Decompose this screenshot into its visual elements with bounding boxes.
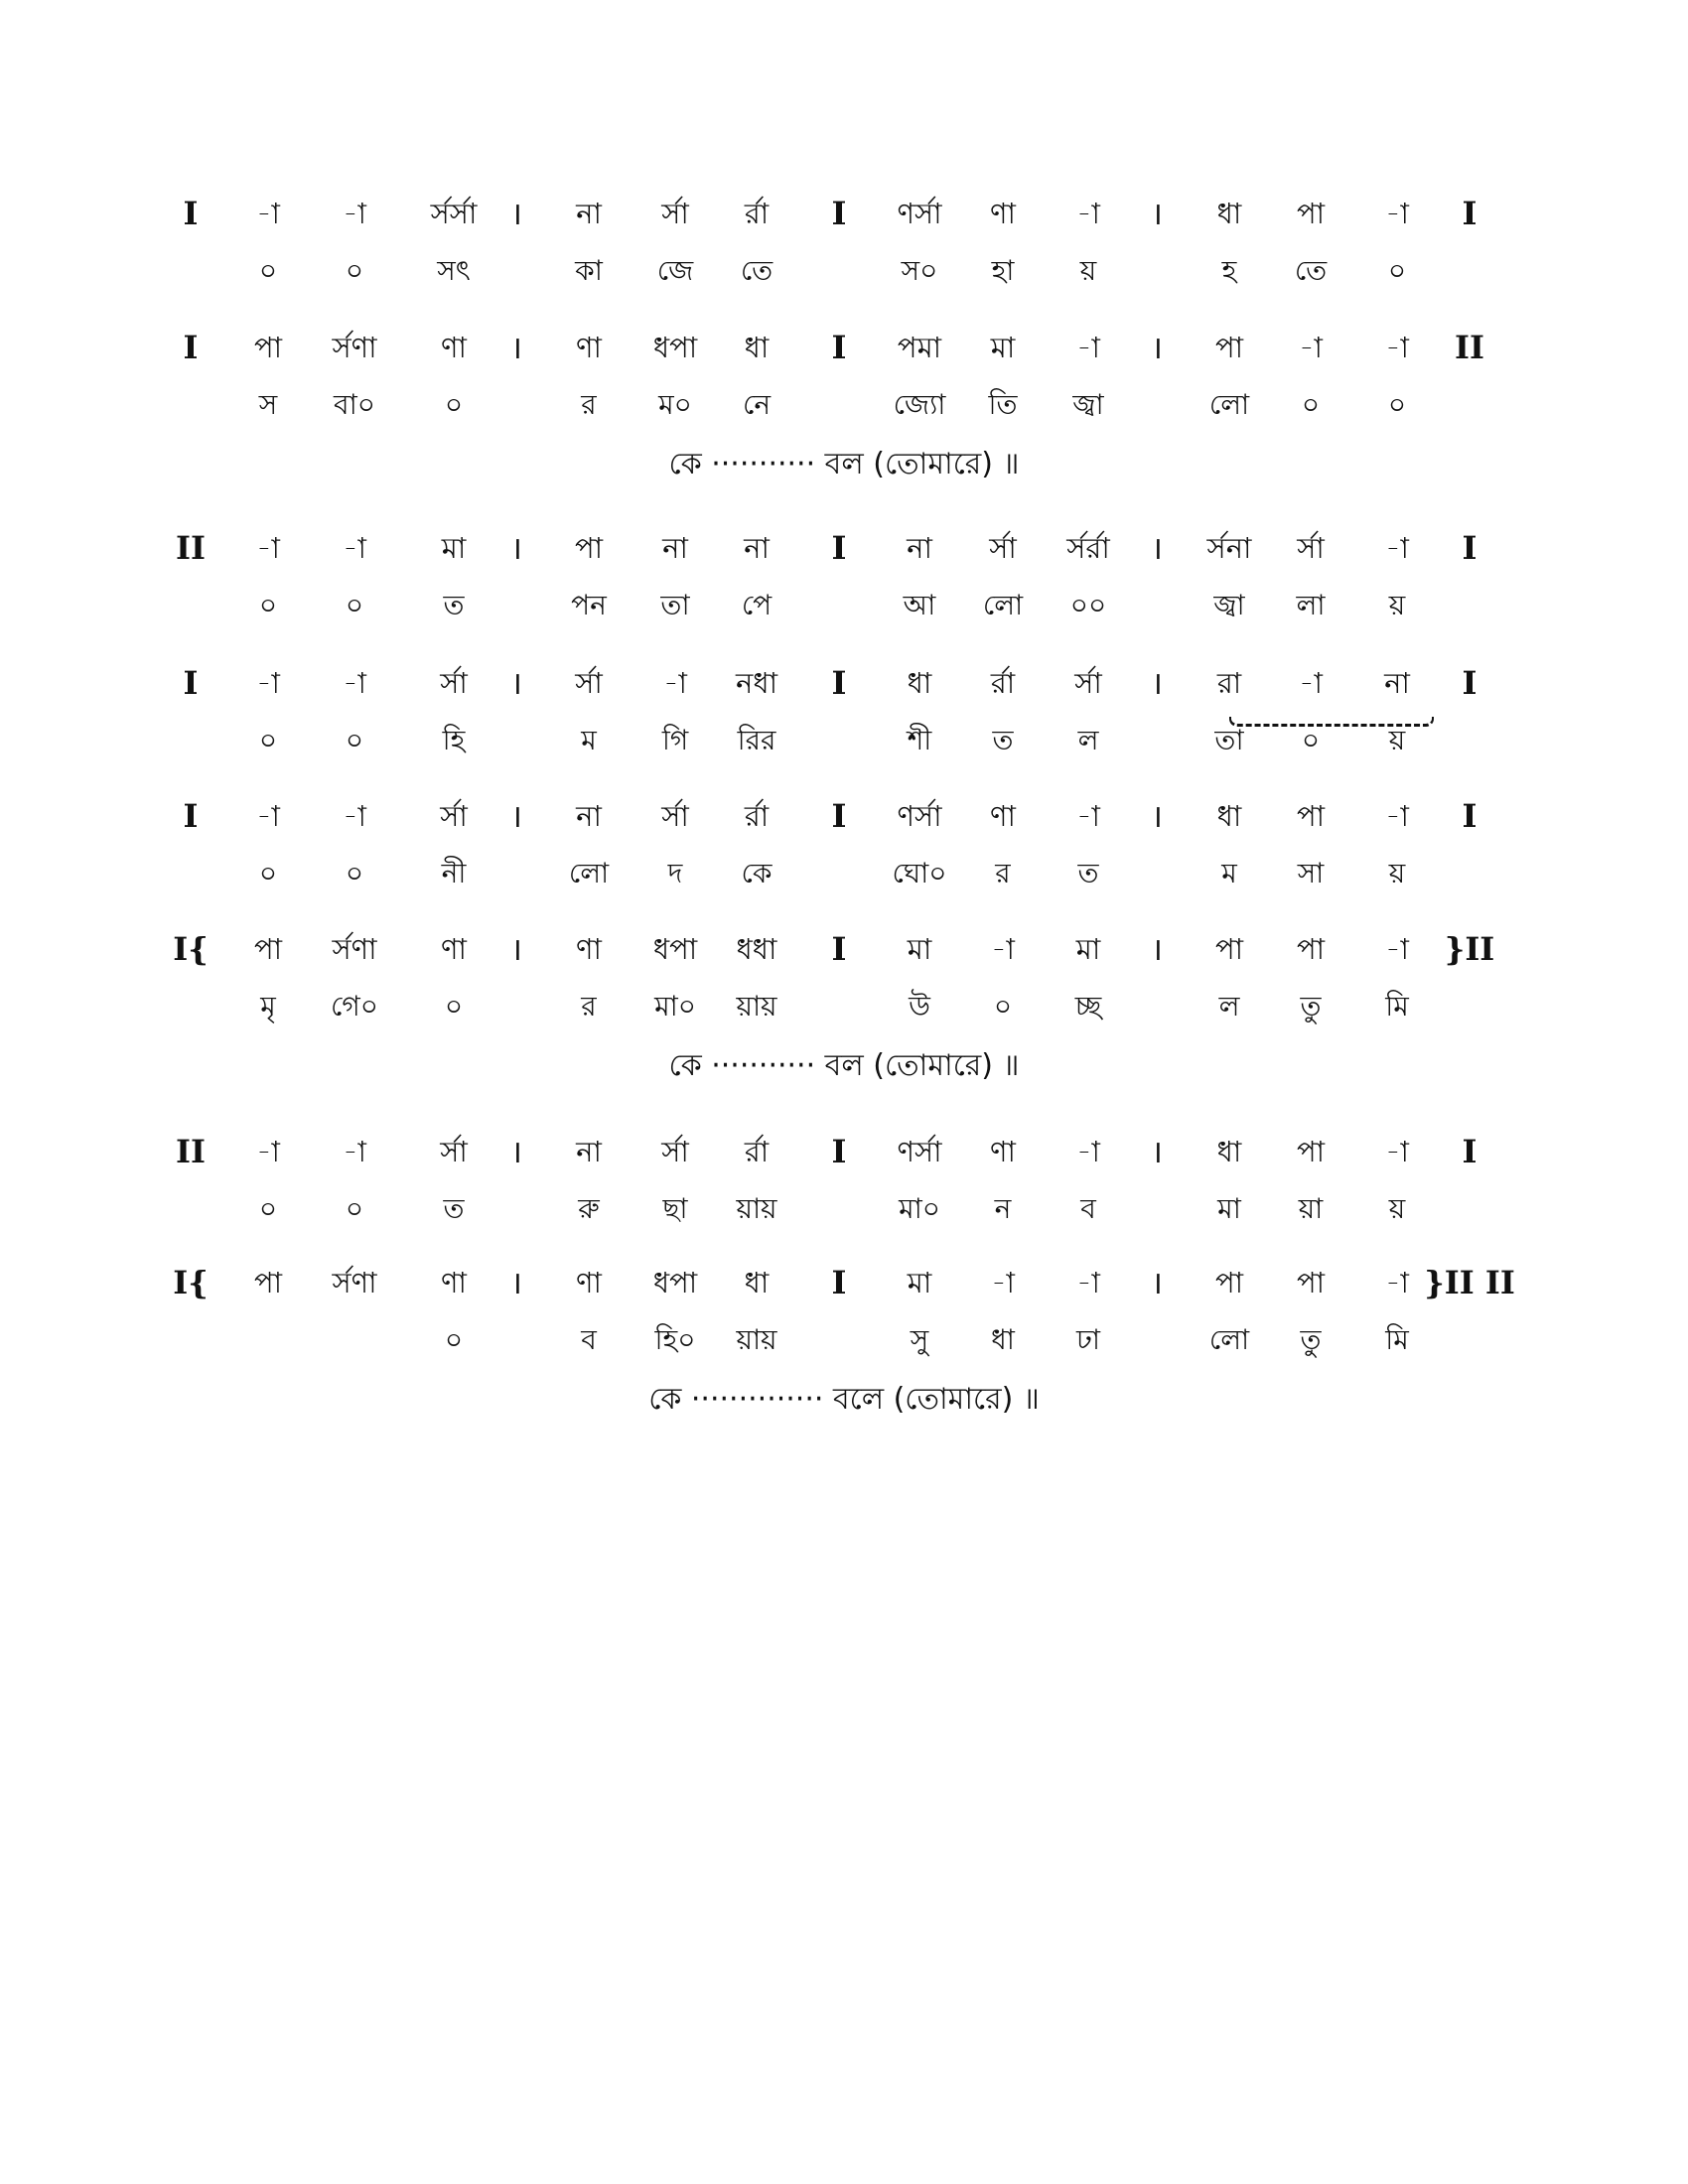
lyric-syllable: কা: [575, 254, 603, 287]
lyric-line: [0, 854, 1688, 893]
barline-mark: I: [1462, 195, 1477, 232]
note-cell: পমা: [897, 331, 942, 364]
lyric-syllable: তু: [1300, 1323, 1322, 1356]
barline-mark: I{: [173, 1264, 209, 1301]
note-cell: ধা: [1216, 799, 1242, 833]
note-cell: -া: [1385, 1266, 1409, 1299]
lyric-line: [0, 385, 1688, 425]
lyric-syllable: রু: [578, 1192, 600, 1225]
lyric-syllable: জ্বা: [1213, 589, 1245, 621]
lyric-syllable: ০: [444, 990, 464, 1023]
lyric-syllable: ০: [258, 254, 278, 287]
barline-mark: }II: [1444, 930, 1495, 968]
beat-divider: ।: [509, 195, 523, 232]
note-cell: -া: [256, 799, 280, 833]
note-cell: মা: [907, 932, 932, 966]
lyric-syllable: ঘো০: [892, 857, 947, 889]
note-cell: র্সা: [440, 666, 468, 700]
lyric-syllable: ব: [1080, 1192, 1096, 1225]
note-cell: পা: [253, 932, 283, 966]
lyric-syllable: ০: [444, 1323, 464, 1356]
lyric-syllable: য়: [1079, 254, 1097, 287]
lyric-syllable: ম: [581, 724, 597, 756]
beat-divider: ।: [1150, 664, 1164, 702]
beat-divider: ।: [1150, 529, 1164, 567]
lyric-syllable: সু: [910, 1323, 929, 1356]
barline-mark: I: [183, 195, 199, 232]
barline-mark: I{: [173, 930, 209, 968]
lyric-syllable: হি০: [654, 1323, 696, 1356]
lyric-syllable: র: [581, 990, 597, 1023]
lyric-syllable: স: [258, 388, 278, 421]
note-cell: ণা: [576, 331, 602, 364]
barline-mark: I: [831, 1133, 847, 1170]
note-cell: ধা: [744, 1266, 770, 1299]
lyric-syllable: কে: [741, 857, 773, 889]
barline-mark: I: [831, 930, 847, 968]
note-cell: ধপা: [652, 932, 698, 966]
lyric-line: [0, 987, 1688, 1026]
lyric-syllable: হি: [442, 724, 466, 756]
note-cell: ধা: [907, 666, 932, 700]
lyric-syllable: ০: [345, 589, 364, 621]
lyric-syllable: ০: [993, 990, 1013, 1023]
note-cell: -া: [1385, 531, 1409, 565]
lyric-line: [0, 1189, 1688, 1229]
note-cell: র্সা: [661, 197, 689, 230]
lyric-syllable: ছা: [662, 1192, 688, 1225]
note-cell: -া: [1385, 799, 1409, 833]
note-cell: র্সণা: [332, 1266, 377, 1299]
lyric-syllable: ০: [258, 589, 278, 621]
lyric-syllable: ০০: [1069, 589, 1107, 621]
note-cell: র্সণা: [332, 932, 377, 966]
beat-divider: ।: [509, 797, 523, 835]
lyric-syllable: বা০: [334, 388, 375, 421]
lyric-line: [0, 721, 1688, 760]
refrain-line: কে ··········· বল (তোমারে) ॥: [668, 447, 1020, 481]
lyric-syllable: মা: [1217, 1192, 1241, 1225]
barline-mark: I: [1462, 1133, 1477, 1170]
lyric-line: [0, 586, 1688, 625]
lyric-syllable: শী: [907, 724, 932, 756]
notation-line: [0, 663, 1688, 703]
note-cell: ণা: [441, 932, 467, 966]
lyric-syllable: ধা: [991, 1323, 1015, 1356]
beat-divider: ।: [1150, 329, 1164, 366]
notation-line: [0, 194, 1688, 233]
lyric-syllable: তে: [740, 254, 774, 287]
lyric-syllable: ত: [443, 589, 465, 621]
lyric-syllable: র: [995, 857, 1011, 889]
lyric-syllable: ব: [581, 1323, 597, 1356]
lyric-syllable: লো: [982, 589, 1024, 621]
note-cell: ণর্সা: [897, 197, 942, 230]
beat-divider: ।: [509, 1264, 523, 1301]
lyric-syllable: জ্যো: [893, 388, 946, 421]
lyric-syllable: মা০: [899, 1192, 940, 1225]
note-cell: ধপা: [652, 331, 698, 364]
lyric-syllable: পন: [571, 589, 607, 621]
note-cell: রা: [1216, 666, 1242, 700]
lyric-syllable: আ: [903, 589, 936, 621]
lyric-syllable: ল: [1077, 724, 1099, 756]
lyric-syllable: ০: [1387, 388, 1407, 421]
lyric-syllable: ঢা: [1076, 1323, 1100, 1356]
lyric-syllable: মি: [1385, 990, 1409, 1023]
lyric-syllable: নে: [742, 388, 772, 421]
lyric-syllable: য়ায়: [736, 1192, 777, 1225]
barline-mark: II: [176, 1133, 206, 1170]
lyric-syllable: ত: [443, 1192, 465, 1225]
lyric-syllable: ০: [345, 724, 364, 756]
lyric-syllable: মৃ: [260, 990, 276, 1023]
lyric-syllable: স০: [901, 254, 938, 287]
note-cell: -া: [343, 531, 366, 565]
note-cell: নধা: [736, 666, 777, 700]
notation-line: [0, 929, 1688, 969]
note-cell: -া: [1076, 799, 1100, 833]
note-cell: পা: [253, 331, 283, 364]
notation-line: [0, 796, 1688, 836]
note-cell: ধা: [1216, 197, 1242, 230]
lyric-syllable: দ: [667, 857, 683, 889]
note-cell: ণা: [441, 331, 467, 364]
lyric-syllable: জে: [656, 254, 694, 287]
note-cell: মা: [441, 531, 467, 565]
beat-divider: ।: [509, 529, 523, 567]
lyric-syllable: ০: [258, 1192, 278, 1225]
barline-mark: I: [183, 664, 199, 702]
barline-mark: I: [831, 1264, 847, 1301]
lyric-syllable: জ্বা: [1072, 388, 1104, 421]
lyric-syllable: য়া: [1298, 1192, 1324, 1225]
note-cell: র্সা: [661, 799, 689, 833]
beat-divider: ।: [1150, 797, 1164, 835]
note-cell: না: [744, 531, 770, 565]
lyric-syllable: গে০: [331, 990, 378, 1023]
lyric-syllable: লো: [568, 857, 610, 889]
lyric-syllable: ০: [345, 1192, 364, 1225]
barline-mark: I: [831, 664, 847, 702]
lyric-syllable: হা: [991, 254, 1015, 287]
note-cell: -া: [343, 666, 366, 700]
lyric-syllable: লো: [1208, 1323, 1250, 1356]
note-cell: -া: [1299, 331, 1323, 364]
lyric-syllable: সৎ: [437, 254, 471, 287]
barline-mark: I: [1462, 664, 1477, 702]
note-cell: পা: [1296, 1135, 1326, 1168]
barline-mark: I: [1462, 529, 1477, 567]
note-cell: -া: [1385, 197, 1409, 230]
lyric-syllable: চ্ছ: [1074, 990, 1102, 1023]
note-cell: র্সনা: [1206, 531, 1252, 565]
lyric-syllable: উ: [909, 990, 930, 1023]
lyric-syllable: মি: [1385, 1323, 1409, 1356]
barline-mark: }II II: [1424, 1264, 1515, 1301]
barline-mark: II: [1455, 329, 1484, 366]
lyric-line: [0, 1320, 1688, 1360]
note-cell: -া: [1076, 331, 1100, 364]
note-cell: পা: [574, 531, 604, 565]
note-cell: পা: [253, 1266, 283, 1299]
barline-mark: I: [831, 797, 847, 835]
lyric-syllable: ল: [1218, 990, 1240, 1023]
note-cell: পা: [1296, 932, 1326, 966]
note-cell: ণা: [990, 197, 1016, 230]
refrain-line: কে ·············· বলে (তোমারে) ॥: [648, 1382, 1040, 1417]
lyric-syllable: য়: [1388, 589, 1406, 621]
beat-divider: ।: [1150, 1133, 1164, 1170]
barline-mark: I: [1462, 797, 1477, 835]
note-cell: -া: [663, 666, 687, 700]
lyric-syllable: পে: [741, 589, 773, 621]
notation-line: [0, 328, 1688, 367]
lyric-syllable: ০: [258, 857, 278, 889]
note-cell: ণর্সা: [897, 799, 942, 833]
beat-divider: ।: [1150, 1264, 1164, 1301]
lyric-syllable: ০: [444, 388, 464, 421]
lyric-syllable: ০: [1301, 388, 1321, 421]
barline-mark: I: [183, 797, 199, 835]
note-cell: র্সা: [1297, 531, 1325, 565]
lyric-syllable: সা: [1297, 857, 1325, 889]
note-cell: পা: [1214, 1266, 1244, 1299]
note-cell: ণা: [990, 1135, 1016, 1168]
lyric-syllable: ০: [258, 724, 278, 756]
note-cell: -া: [343, 197, 366, 230]
lyric-syllable: য়: [1388, 857, 1406, 889]
note-cell: র্সর্রা: [1066, 531, 1110, 565]
note-cell: -া: [1385, 932, 1409, 966]
lyric-syllable: লো: [1208, 388, 1250, 421]
lyric-syllable: য়ায়: [736, 1323, 777, 1356]
note-cell: র্সা: [440, 1135, 468, 1168]
note-cell: -া: [1076, 1266, 1100, 1299]
lyric-syllable: তু: [1300, 990, 1322, 1023]
lyric-syllable: তি: [988, 388, 1018, 421]
note-cell: -া: [256, 197, 280, 230]
lyric-syllable: ০: [1301, 724, 1321, 756]
note-cell: র্রা: [744, 1135, 770, 1168]
barline-mark: I: [831, 529, 847, 567]
note-cell: ধপা: [652, 1266, 698, 1299]
barline-mark: I: [831, 195, 847, 232]
note-cell: ণর্সা: [897, 1135, 942, 1168]
lyric-syllable: ম: [1221, 857, 1237, 889]
lyric-syllable: গি: [661, 724, 689, 756]
notation-line: [0, 1132, 1688, 1171]
lyric-syllable: য়: [1388, 1192, 1406, 1225]
note-cell: না: [576, 799, 602, 833]
lyric-syllable: র: [581, 388, 597, 421]
lyric-syllable: ত: [992, 724, 1014, 756]
note-cell: -া: [256, 1135, 280, 1168]
note-cell: -া: [1385, 1135, 1409, 1168]
note-cell: ণা: [990, 799, 1016, 833]
lyric-syllable: তা: [1214, 724, 1244, 756]
beat-divider: ।: [509, 1133, 523, 1170]
lyric-syllable: লা: [1296, 589, 1326, 621]
lyric-syllable: ০: [1387, 254, 1407, 287]
slur-mark: [1229, 717, 1434, 727]
note-cell: র্সর্সা: [430, 197, 478, 230]
lyric-line: [0, 251, 1688, 291]
note-cell: ধা: [1216, 1135, 1242, 1168]
barline-mark: II: [176, 529, 206, 567]
note-cell: -া: [1299, 666, 1323, 700]
note-cell: ণা: [576, 1266, 602, 1299]
note-cell: না: [1384, 666, 1410, 700]
note-cell: ধধা: [736, 932, 777, 966]
lyric-syllable: ত: [1077, 857, 1099, 889]
note-cell: র্সা: [989, 531, 1017, 565]
note-cell: -া: [343, 1135, 366, 1168]
note-cell: পা: [1214, 932, 1244, 966]
notation-line: [0, 1263, 1688, 1302]
note-cell: র্রা: [744, 197, 770, 230]
beat-divider: ।: [509, 930, 523, 968]
note-cell: র্সা: [575, 666, 603, 700]
lyric-syllable: রির: [737, 724, 776, 756]
note-cell: র্সা: [661, 1135, 689, 1168]
note-cell: মা: [1075, 932, 1101, 966]
note-cell: ণা: [576, 932, 602, 966]
lyric-syllable: তা: [660, 589, 690, 621]
notation-line: [0, 528, 1688, 568]
beat-divider: ।: [1150, 195, 1164, 232]
note-cell: র্রা: [744, 799, 770, 833]
note-cell: পা: [1296, 1266, 1326, 1299]
note-cell: ধা: [744, 331, 770, 364]
note-cell: -া: [256, 666, 280, 700]
note-cell: -া: [256, 531, 280, 565]
beat-divider: ।: [509, 329, 523, 366]
note-cell: -া: [1076, 197, 1100, 230]
lyric-syllable: ০: [345, 254, 364, 287]
note-cell: -া: [991, 932, 1015, 966]
note-cell: মা: [907, 1266, 932, 1299]
lyric-syllable: য়: [1388, 724, 1406, 756]
lyric-syllable: নী: [441, 857, 467, 889]
lyric-syllable: ম০: [658, 388, 692, 421]
note-cell: না: [576, 197, 602, 230]
note-cell: ণা: [441, 1266, 467, 1299]
refrain-line: কে ··········· বল (তোমারে) ॥: [668, 1048, 1020, 1083]
lyric-syllable: হ: [1221, 254, 1237, 287]
note-cell: পা: [1296, 197, 1326, 230]
note-cell: পা: [1214, 331, 1244, 364]
note-cell: -া: [1076, 1135, 1100, 1168]
note-cell: -া: [343, 799, 366, 833]
barline-mark: I: [831, 329, 847, 366]
barline-mark: I: [183, 329, 199, 366]
beat-divider: ।: [1150, 930, 1164, 968]
lyric-syllable: ন: [994, 1192, 1012, 1225]
lyric-syllable: মা০: [654, 990, 696, 1023]
note-cell: পা: [1296, 799, 1326, 833]
note-cell: -া: [991, 1266, 1015, 1299]
note-cell: র্সা: [440, 799, 468, 833]
note-cell: র্সণা: [332, 331, 377, 364]
note-cell: মা: [990, 331, 1016, 364]
note-cell: না: [662, 531, 688, 565]
note-cell: না: [907, 531, 932, 565]
lyric-syllable: তে: [1294, 254, 1328, 287]
lyric-syllable: য়ায়: [736, 990, 777, 1023]
note-cell: না: [576, 1135, 602, 1168]
note-cell: র্রা: [990, 666, 1016, 700]
note-cell: -া: [1385, 331, 1409, 364]
note-cell: র্সা: [1074, 666, 1102, 700]
lyric-syllable: ০: [345, 857, 364, 889]
beat-divider: ।: [509, 664, 523, 702]
